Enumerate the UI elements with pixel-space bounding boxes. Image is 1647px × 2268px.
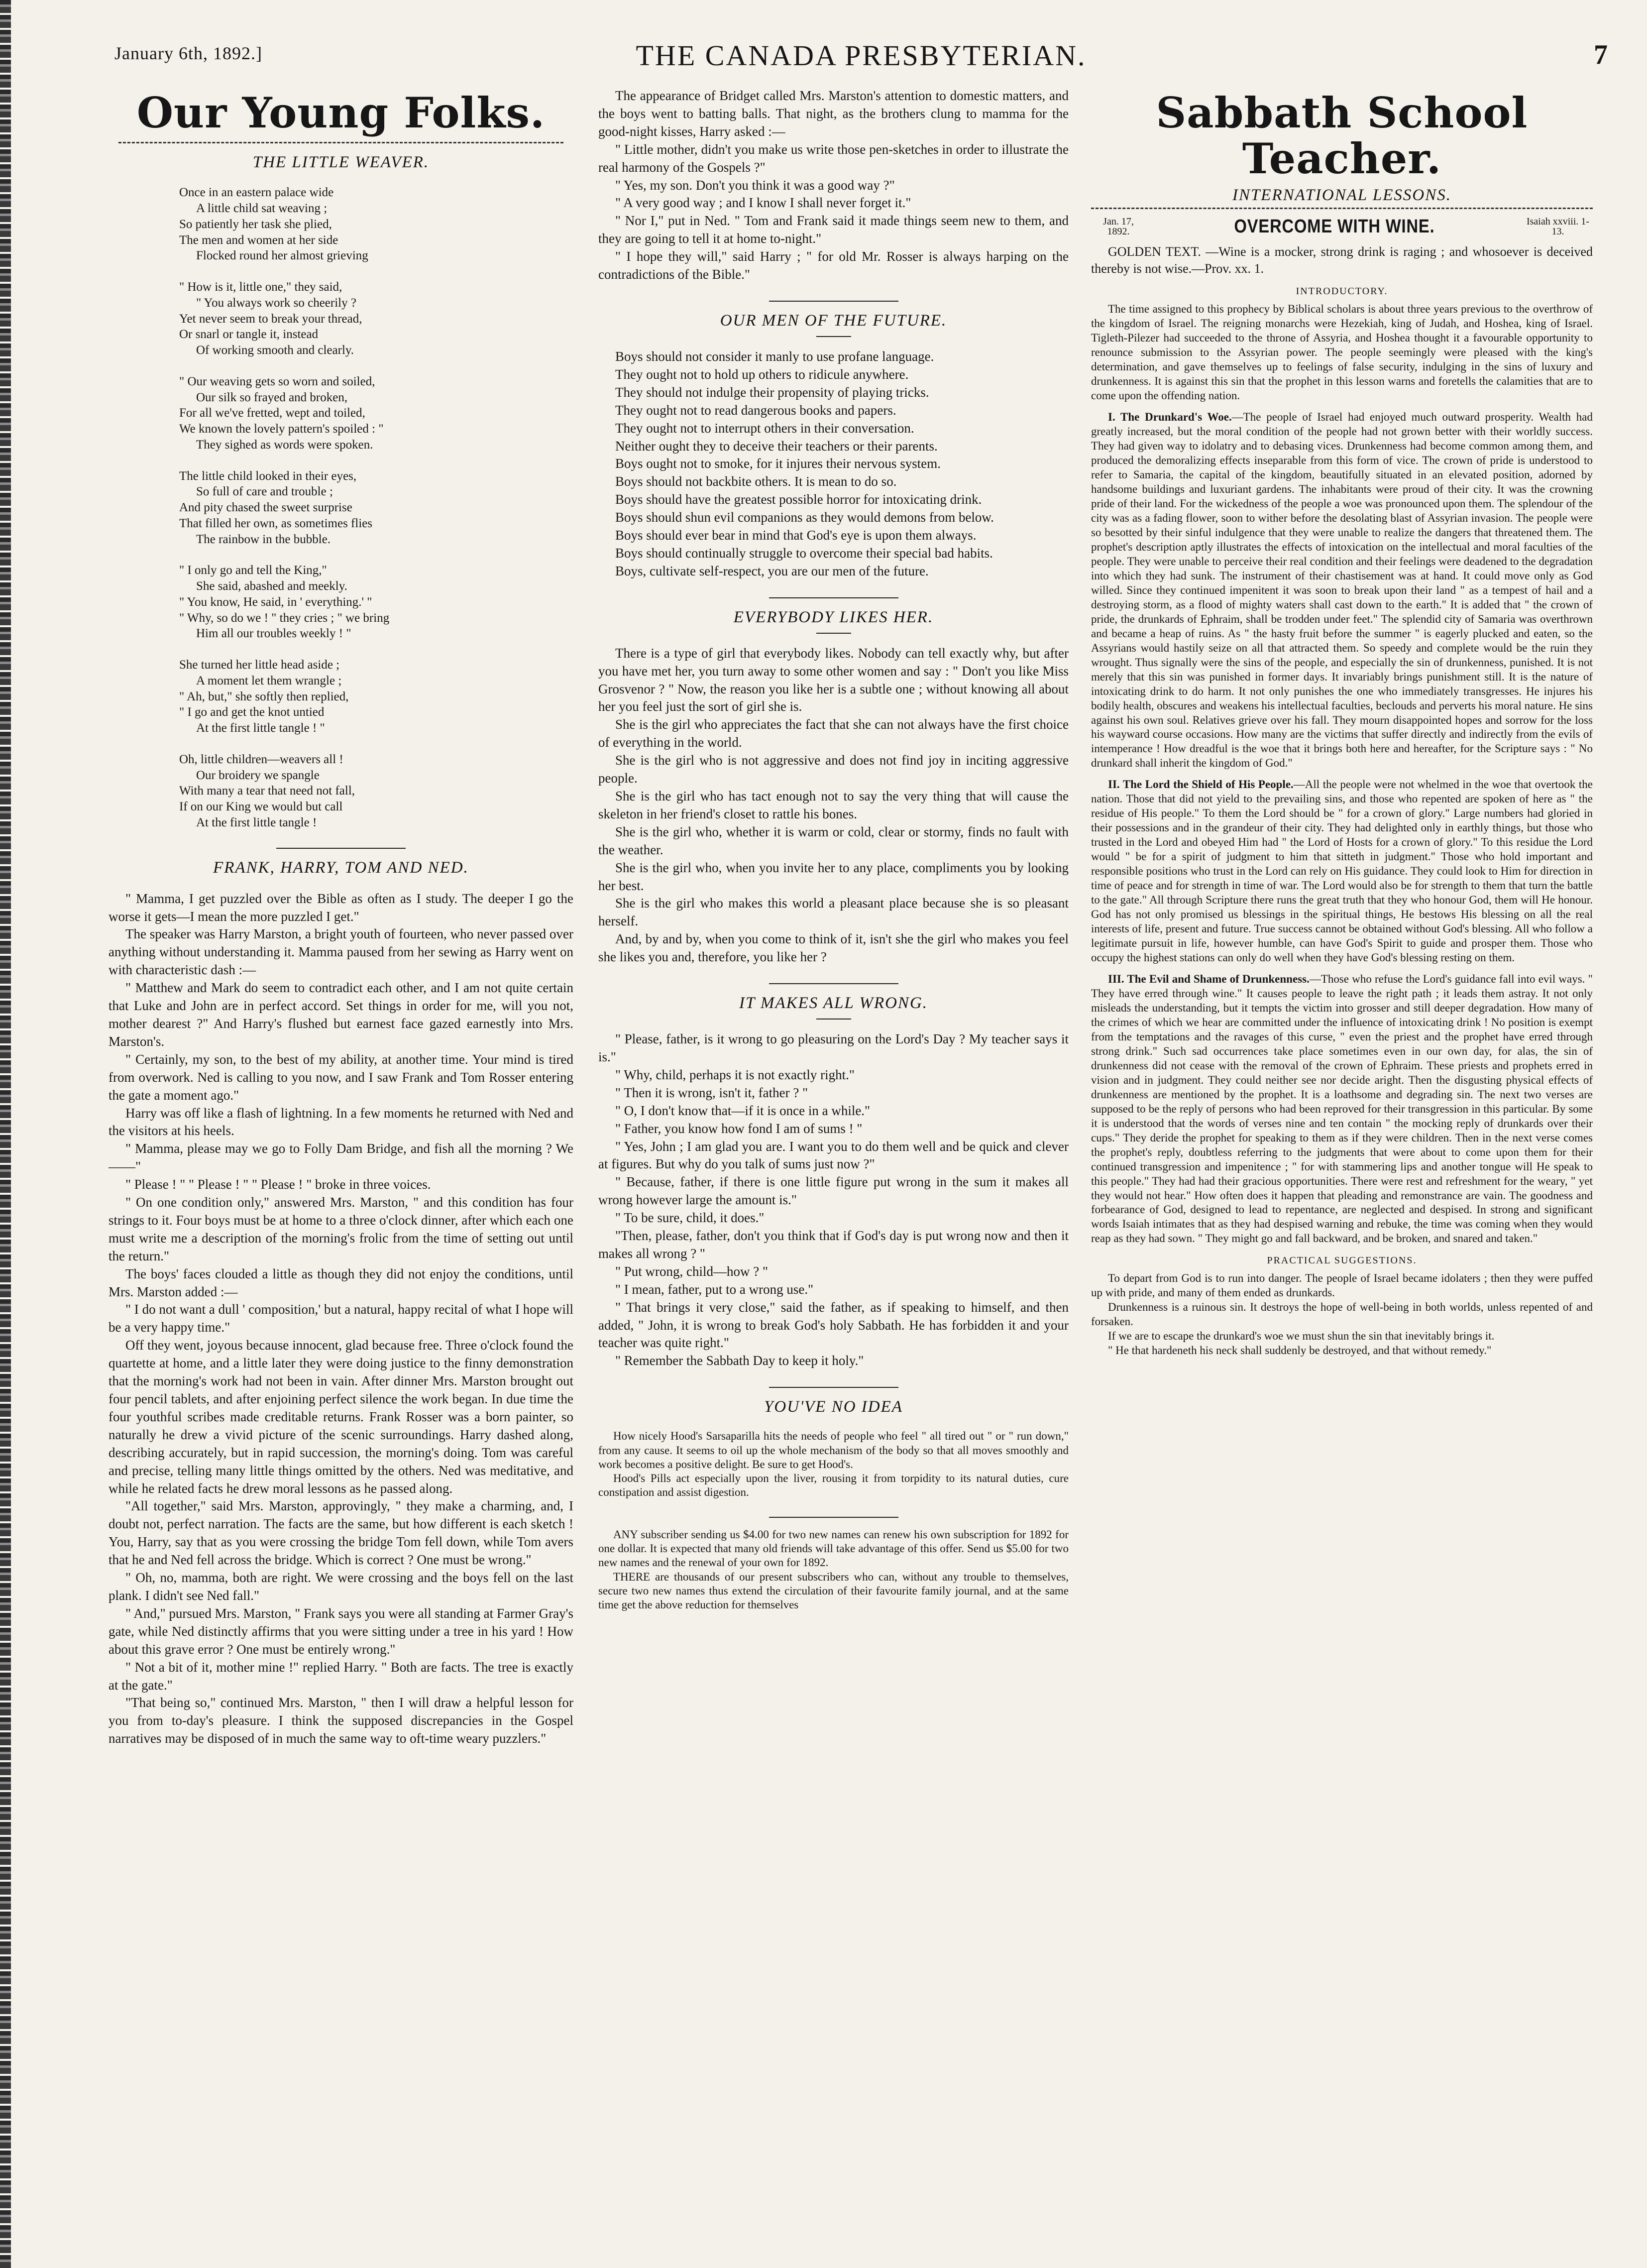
likes-paragraph: She is the girl who, when you invite her to any place, compliments you by looking her best. bbox=[598, 860, 1069, 893]
poem-stanza bbox=[179, 374, 573, 453]
likes-paragraph: She is the girl who appreciates the fact that she can not always have the first choice of everything in the world. bbox=[598, 717, 1069, 750]
poem-stanza bbox=[179, 468, 573, 548]
poem-line: She said, abashed and meekly. bbox=[196, 579, 347, 593]
section-divider bbox=[769, 1387, 898, 1388]
poem-line: So full of care and trouble ; bbox=[196, 485, 333, 499]
story-paragraph: " Not a bit of it, mother mine !" replied Harry. " Both are facts. The tree is exactly at the gate." bbox=[109, 1659, 573, 1693]
wrong-paragraph: " Remember the Sabbath Day to keep it holy." bbox=[615, 1353, 864, 1368]
poem-line: Of working smooth and clearly. bbox=[196, 343, 354, 357]
wrong-paragraph: " Then it is wrong, isn't it, father ? " bbox=[615, 1085, 808, 1100]
men-of-future-line: They should not indulge their propensity of playing tricks. bbox=[615, 384, 929, 400]
story-paragraph: " I hope they will," said Harry ; " for old Mr. Rosser is always harping on the contradictions of the Bible." bbox=[598, 249, 1069, 282]
poem-stanza bbox=[179, 752, 573, 831]
sabbath-school-masthead: Sabbath School Teacher. bbox=[1156, 88, 1528, 184]
men-of-future-line: Boys should shun evil companions as they would demons from below. bbox=[615, 510, 994, 525]
poem-line: " Ah, but," she softly then replied, bbox=[179, 689, 349, 703]
poem-line: The men and women at her side bbox=[179, 233, 338, 247]
point-one bbox=[1091, 410, 1593, 771]
story-paragraph: The boys' faces clouded a little as though they did not enjoy the conditions, until Mrs. Marston added :— bbox=[109, 1266, 573, 1299]
likes-paragraph: She is the girl who makes this world a pleasant place because she is so pleasant herself. bbox=[598, 896, 1069, 929]
poem-stanza bbox=[179, 185, 573, 264]
practical-suggestions bbox=[1091, 1271, 1593, 1358]
practical-paragraph: To depart from God is to run into danger. The people of Israel became idolaters ; then they were puffed up with pride, and many of them ended as drunkards. bbox=[1091, 1272, 1593, 1299]
likes-paragraph: She is the girl who has tact enough not to say the very thing that will cause the skeleton in her friend's closet to rattle his bones. bbox=[598, 789, 1069, 821]
practical-paragraph: Drunkenness is a ruinous sin. It destroys the hope of well-being in both worlds, unless repented of and forsaken. bbox=[1091, 1301, 1593, 1328]
poem-title: THE LITTLE WEAVER. bbox=[252, 153, 430, 172]
story-paragraph: Harry was off like a flash of lightning. In a few moments he returned with Ned and the visitors at his heels. bbox=[109, 1105, 573, 1138]
poem-line: For all we've fretted, wept and toiled, bbox=[179, 406, 365, 420]
men-of-future-body bbox=[598, 348, 1069, 580]
point-three bbox=[1091, 972, 1593, 1246]
introductory-text: The time assigned to this prophecy by Biblical scholars is about three years previous to the overthrow of the kingdom of Israel. The reigning monarchs were Hezekiah, king of Judah, and Hoshea, king of Israel. Tigleth-Pilezer had succeeded to the throne of Assyria, and Hoshea thought it a favourable opportunity to renounce submission to the Assyrian power. The people seemingly were pleased with the king's determination, and gave themselves up to feelings of false security, indulging in the sins of luxury and drunkenness. It is against this sin that the prophet in this lesson warns and foretells the calamities that are to come upon the offending nation. bbox=[1091, 303, 1593, 402]
masthead-rule bbox=[118, 142, 563, 143]
notice-paragraph: ANY subscriber sending us $4.00 for two new names can renew his own subscription for 1892 for one dollar. It is expected that many old friends will take advantage of this offer. Send us $5.00 for two new names and the renewal of your own for 1892. bbox=[598, 1528, 1069, 1569]
column-sabbath-school bbox=[1091, 87, 1593, 1358]
hoods-advert bbox=[598, 1429, 1069, 1499]
story-paragraph: " Certainly, my son, to the best of my ability, at another time. Your mind is tired from overwork. Ned is calling to you now, and I saw Frank and Tom Rosser entering the gate a moment ago." bbox=[109, 1051, 573, 1103]
point-three-head: III. The Evil and Shame of Drunkenness. bbox=[1108, 972, 1310, 985]
men-of-future-line: Boys should ever bear in mind that God's eye is upon them always. bbox=[615, 528, 977, 543]
story-paragraph: " On one condition only," answered Mrs. Marston, " and this condition has four strings to it. Four boys must be at home to a three o'clock dinner, after which each one must write me a description of the morning's frolic from the time of setting out until the return." bbox=[109, 1195, 573, 1263]
poem-line: " Why, so do we ! " they cries ; " we bring bbox=[179, 611, 390, 625]
poem-stanza bbox=[179, 657, 573, 736]
wrong-paragraph: " Put wrong, child—how ? " bbox=[615, 1263, 769, 1279]
poem-line: Our silk so frayed and broken, bbox=[196, 390, 348, 404]
poem-line: Our broidery we spangle bbox=[196, 768, 320, 782]
international-lessons-subhead: INTERNATIONAL LESSONS. bbox=[1232, 186, 1452, 204]
column-young-folks bbox=[109, 87, 573, 1748]
poem-line: Yet never seem to break your thread, bbox=[179, 312, 362, 326]
poem-line: A moment let them wrangle ; bbox=[196, 674, 342, 687]
story-paragraph: " I do not want a dull ' composition,' but a natural, happy recital of what I hope will be a very happy time." bbox=[109, 1302, 573, 1335]
men-of-future-line: Boys, cultivate self-respect, you are our men of the future. bbox=[615, 563, 929, 578]
story-paragraph: " Little mother, didn't you make us write those pen-sketches in order to illustrate the real harmony of the Gospels ?" bbox=[598, 141, 1069, 175]
poem-line: " I only go and tell the King," bbox=[179, 564, 327, 577]
poem-line: " How is it, little one," they said, bbox=[179, 280, 342, 294]
wrong-paragraph: " Because, father, if there is one little figure put wrong in the sum it makes all wrong however large the amount is." bbox=[598, 1174, 1069, 1208]
poem-line: At the first little tangle ! " bbox=[196, 721, 325, 735]
story-paragraph: The appearance of Bridget called Mrs. Marston's attention to domestic matters, and the boys went to batting balls. That night, as the brothers clung to mamma for the good-night kisses, Harry asked :— bbox=[598, 88, 1069, 139]
golden-text: GOLDEN TEXT. —Wine is a mocker, strong drink is raging ; and whosoever is deceived thereby is not wise.—Prov. xx. 1. bbox=[1091, 244, 1593, 276]
wrong-paragraph: " Yes, John ; I am glad you are. I want you to do them well and be quick and clever at figures. But why do you talk of sums just now ?" bbox=[598, 1138, 1069, 1172]
poem-line: A little child sat weaving ; bbox=[196, 202, 328, 216]
poem-line: So patiently her task she plied, bbox=[179, 217, 332, 231]
poem-line: The little child looked in their eyes, bbox=[179, 469, 357, 483]
point-one-head: I. The Drunkard's Woe. bbox=[1108, 411, 1232, 424]
makes-all-wrong-title: IT MAKES ALL WRONG. bbox=[739, 994, 928, 1013]
lesson-reference: Isaiah xxviii. 1-13. bbox=[1526, 216, 1590, 237]
point-one-text: —The people of Israel had enjoyed much outward prosperity. Wealth had greatly increased, but the moral condition of the people had not grown better with their worldly success. They had given way to idolatry and to debasing vices. Drunkenness had become common among them, and produced the demoralizing effects inseparable from this form of vice. The crown of pride is understood to refer to Samaria, the capital of the kingdom, beautifully situated in an elevated position, adorned by handsome buildings and luxuriant gardens. The inhabitants were proud of their city. It was the crowning pride of their land. For the wickedness of the people a woe was pronounced upon them. The splendour of the city was as a fading flower, soon to wither before the desolating blast of Assyrian invasion. The people were so besotted by their sinful indulgence that they were unable to realize the dangers that threatened them. The prophet's description aptly illustrates the effects of intoxication on the intellectual and moral faculties of the people. They were unable to perceive their real condition and their feelings were deadened to the degradation into which they had sunk. The instrument of their chastisement was at hand. It could move only as God willed. Since they continued impenitent it was soon to break upon their land " as a tempest of hail and a destroying storm, as a flood of mighty waters shall cast down to the earth." It is added that " the crown of pride, the drunkards of Ephraim, shall be trodden under feet." The splendid city of Samaria was overthrown and became a heap of ruins. As " the hasty fruit before the summer " is eagerly plucked and eaten, so the Assyrians would hastily seize on all that attracted them. So speedy and complete would be the ruin they wrought. Thus signally were the sins of the people, and especially the sin of drunkenness, punished. It is not merely that this sin was punished in former days. It invariably brings punishment still. It is the nature of intoxicating drink to do harm. It not only punishes the one who immediately transgresses. He injures his bodily health, obscures and weakens his intellectual faculties, beclouds and perverts his moral nature. He sins against his own soul. Relatives grieve over his fall. They mourn disappointed hopes and sorrow for the loss his wayward course occasions. How many are the victims that suffer directly and indirectly from the evils of intemperance ! How dreadful is the woe that it brings both here and hereafter, for the Scripture says : " No drunkard shall inherit the kingdom of God." bbox=[1091, 411, 1593, 770]
poem-line: And pity chased the sweet surprise bbox=[179, 501, 352, 515]
story-paragraph: " Nor I," put in Ned. " Tom and Frank said it made things seem new to them, and they are going to tell it at home to-night." bbox=[598, 213, 1069, 246]
men-of-future-line: Boys should not consider it manly to use profane language. bbox=[615, 348, 934, 364]
title-underline bbox=[816, 633, 851, 634]
men-of-future-line: Boys should have the greatest possible horror for intoxicating drink. bbox=[615, 492, 982, 507]
section-divider bbox=[276, 848, 406, 849]
no-idea-title: YOU'VE NO IDEA bbox=[764, 1398, 903, 1416]
wrong-paragraph: "Then, please, father, don't you think that if God's day is put wrong now and then it makes all wrong ? " bbox=[598, 1228, 1069, 1261]
poem-line: Once in an eastern palace wide bbox=[179, 186, 334, 200]
men-of-future-line: Boys should not backbite others. It is mean to do so. bbox=[615, 474, 897, 489]
poem-stanza bbox=[179, 279, 573, 358]
story-paragraph: " Mamma, please may we go to Folly Dam Bridge, and fish all the morning ? We——" bbox=[109, 1141, 573, 1174]
poem-line: The rainbow in the bubble. bbox=[196, 532, 331, 546]
wrong-paragraph: " To be sure, child, it does." bbox=[615, 1210, 765, 1226]
poem-line: Him all our troubles weekly ! " bbox=[196, 627, 351, 641]
introductory-head: INTRODUCTORY. bbox=[1296, 286, 1388, 297]
title-underline bbox=[816, 1019, 851, 1020]
wrong-paragraph: " Please, father, is it wrong to go pleasuring on the Lord's Day ? My teacher says it is." bbox=[598, 1031, 1069, 1064]
poem-line: She turned her little head aside ; bbox=[179, 658, 340, 672]
likes-paragraph: She is the girl who, whether it is warm or cold, clear or stormy, finds no fault with the weather. bbox=[598, 824, 1069, 857]
everybody-likes-her-body bbox=[598, 645, 1069, 966]
poem-line: They sighed as words were spoken. bbox=[196, 438, 373, 452]
poem-line: Oh, little children—weavers all ! bbox=[179, 752, 343, 766]
page-number: 7 bbox=[1594, 39, 1608, 70]
section-divider bbox=[769, 1517, 898, 1518]
advert-paragraph: How nicely Hood's Sarsaparilla hits the needs of people who feel " all tired out " or " run down," from any cause. It seems to oil up the whole mechanism of the body so that all moves smoothly and work becomes a positive delight. Be sure to get Hood's. bbox=[598, 1430, 1069, 1471]
story-paragraph: " Mamma, I get puzzled over the Bible as often as I study. The deeper I go the worse it gets—I mean the more puzzled I get." bbox=[109, 891, 573, 924]
point-two-head: II. The Lord the Shield of His People. bbox=[1108, 778, 1294, 791]
wrong-paragraph: " I mean, father, put to a wrong use." bbox=[615, 1281, 814, 1297]
poem-line: " You know, He said, in ' everything.' " bbox=[179, 595, 372, 609]
lesson-title: OVERCOME WITH WINE. bbox=[1234, 216, 1435, 237]
poem-line: " I go and get the knot untied bbox=[179, 705, 325, 719]
poem-line: Or snarl or tangle it, instead bbox=[179, 328, 319, 341]
story-paragraph: " Matthew and Mark do seem to contradict each other, and I am not quite certain that Luke and John are in perfect accord. Set things in order for me, will you not, mother dearest ?" And Harry's flushed but earnest face gazed earnestly into Mrs. Marston's. bbox=[109, 980, 573, 1049]
notice-paragraph: THERE are thousands of our present subscribers who can, without any trouble to themselves, secure two new names thus extend the circulation of their favourite family journal, and at the same time get the above reduction for themselves bbox=[598, 1570, 1069, 1611]
wrong-paragraph: " That brings it very close," said the father, as if speaking to himself, and then added, " John, it is wrong to break God's holy Sabbath. He has forbidden it and your teacher was quite right." bbox=[598, 1299, 1069, 1351]
point-three-text: —Those who refuse the Lord's guidance fall into evil ways. " They have erred through wine." It causes people to leave the right path ; it leads them astray. It not only misleads the understanding, but it tempts the victim into grosser and still deeper degradation. How many of the crimes of which we hear are committed under the influence of intoxicating drink ! No position is exempt from the temptations and the ravages of this curse, " even the priest and the prophet have erred through strong drink." Such sad occurrences take place sometimes even in our own day, for alas, the sin of drunkenness did not cease with the removal of the crown of Ephraim. These priests and prophets erred in vision and in judgment. They could neither see nor decide aright. Then the disgusting physical effects of drunkenness are mentioned by the prophet. It is a loathsome and degrading sin. The next two verses are supposed to be the reply of persons who had been reproved for their transgression in this particular. By some it is understood that the words of verses nine and ten contain " the mocking reply of drunkards over their cups." They deride the prophet for speaking to them as if they were children. Then in the next verse comes the prophet's reply, doubtless referring to the judgments that were about to come upon them for their continued transgression and impenitence ; " for with stammering lips and another tongue will He speak to this people." They had had their gracious opportunities. There were rest and refreshment for the weary, " yet they would not hear." How often does it happen that pleading and remonstrance are vain. The goodness and forbearance of God, designed to lead to repentance, are neglected and despised. In strong and significant words Isaiah intimates that as they had despised warning and rebuke, the time was coming when they would reap as they had sown. " They might go and fall backward, and be broken, and snared and taken." bbox=[1091, 972, 1593, 1245]
story-paragraph: " Please ! " " Please ! " " Please ! " broke in three voices. bbox=[125, 1177, 431, 1192]
men-of-future-line: Neither ought they to deceive their teachers or their parents. bbox=[615, 438, 938, 454]
section-divider bbox=[769, 301, 898, 302]
poem-little-weaver bbox=[109, 185, 573, 830]
story-body bbox=[109, 890, 573, 1748]
poem-line: Flocked round her almost grieving bbox=[196, 249, 368, 263]
wrong-paragraph: " O, I don't know that—if it is once in a while." bbox=[615, 1103, 871, 1118]
title-underline bbox=[816, 336, 851, 337]
story-paragraph: " And," pursued Mrs. Marston, " Frank says you were all standing at Farmer Gray's gate, while Ned distinctly affirms that you were sitting under a tree in his yard ! How about this grave error ? One must be entirely wrong." bbox=[109, 1605, 573, 1657]
poem-line: With many a tear that need not fall, bbox=[179, 784, 355, 798]
story-title: FRANK, HARRY, TOM AND NED. bbox=[213, 858, 469, 877]
men-of-future-line: Boys should continually struggle to overcome their special bad habits. bbox=[615, 545, 993, 561]
page-header bbox=[114, 39, 1608, 79]
binding-edge bbox=[0, 0, 11, 2268]
section-divider bbox=[769, 983, 898, 984]
story-paragraph: The speaker was Harry Marston, a bright youth of fourteen, who never passed over anything without understanding it. Mamma paused from her sewing as Harry went on with characteristic dash :— bbox=[109, 926, 573, 978]
likes-paragraph: There is a type of girl that everybody likes. Nobody can tell exactly why, but after you have met her, you turn away to some other women and say : " Don't you like Miss Grosvenor ? " Now, the reason you like her is a subtle one ; without knowing all about her you feel just the sort of girl she is. bbox=[598, 645, 1069, 714]
section-divider bbox=[769, 597, 898, 598]
poem-line: We known the lovely pattern's spoiled : " bbox=[179, 422, 384, 436]
story-paragraph: " Yes, my son. Don't you think it was a good way ?" bbox=[615, 177, 895, 193]
men-of-future-line: They ought not to interrupt others in their conversation. bbox=[615, 420, 914, 436]
makes-all-wrong-body bbox=[598, 1030, 1069, 1370]
poem-stanza bbox=[179, 563, 573, 642]
story-paragraph: Off they went, joyous because innocent, glad because free. Three o'clock found the quartette at home, and a little later they were doing justice to the finny demonstration that the morning's work had not been in vain. After dinner Mrs. Marston brought out four pencil tablets, and after enjoining perfect silence the work began. In due time the four youthful scribes made creditable returns. Frank Rosser was a born painter, so naturally he drew a vivid picture of the scenic surroundings. Harry dashed along, describing accurately, but in rapid succession, the morning's doing. Tom was careful and precise, telling many little things omitted by the others. Ned was meditative, and while he related facts he drew moral lessons as he passed along. bbox=[109, 1338, 573, 1496]
story-paragraph: " A very good way ; and I know I shall never forget it." bbox=[615, 195, 911, 211]
wrong-paragraph: " Why, child, perhaps it is not exactly right." bbox=[615, 1067, 855, 1082]
lesson-date: Jan. 17, 1892. bbox=[1103, 216, 1134, 237]
likes-paragraph: And, by and by, when you come to think of it, isn't she the girl who makes you feel she likes you and, therefore, you like her ? bbox=[598, 931, 1069, 965]
poem-line: " Our weaving gets so worn and soiled, bbox=[179, 374, 375, 388]
story-paragraph: " Oh, no, mamma, both are right. We were crossing and the boys fell on the last plank. I didn't see Ned fall." bbox=[109, 1570, 573, 1603]
poem-line: That filled her own, as sometimes flies bbox=[179, 516, 373, 530]
lesson-meta bbox=[1091, 216, 1593, 237]
poem-line: " You always work so cheerily ? bbox=[196, 296, 356, 310]
column-middle bbox=[598, 87, 1069, 1612]
men-of-future-line: Boys ought not to smoke, for it injures their nervous system. bbox=[615, 456, 941, 471]
poem-line: At the first little tangle ! bbox=[196, 815, 317, 829]
point-two-text: —All the people were not whelmed in the woe that overtook the nation. Those that did not yield to the prevailing sins, and those who repented are spoken of here as " the residue of His people." To them the Lord should be " for a crown of glory." Large numbers had gloried in their possessions and in the grandeur of their city. They had delighted only in earthly things, but those who trusted in the Lord and obeyed Him had " the Lord of Hosts for a crown of glory." To this residue the Lord would " be for a spirit of judgment to him that sitteth in judgment." Those who hold important and responsible positions who trust in the Lord can rely on His guidance. They could look to Him for direction in time of peace and for strength in time of war. The Lord would also be for strength to them that turn the battle to the gate." All through Scripture there runs the great truth that they who honour God, them will He honour. God has not only promised us blessings in the spiritual things, He bestows His blessing on all the real interests of life, present and future. True success cannot be obtained without God's blessing. All who follow a legitimate pursuit in life, however humble, can have God's Spirit to guide and prosper them. Those who occupy the highest stations can only do well when they have God's blessing resting on them. bbox=[1091, 778, 1593, 964]
wrong-paragraph: " Father, you know how fond I am of sums ! " bbox=[615, 1121, 863, 1136]
everybody-likes-her-title: EVERYBODY LIKES HER. bbox=[733, 608, 934, 626]
story-paragraph: "All together," said Mrs. Marston, approvingly, " they make a charming, and, I doubt not, perfect narration. The facts are the same, but how different is each sketch ! You, Harry, say that as you were crossing the bridge Tom fell down, while Tom avers that he and Ned fell across the bridge. Which is correct ? One must be wrong." bbox=[109, 1498, 573, 1568]
practical-paragraph: " He that hardeneth his neck shall suddenly be destroyed, and that without remedy." bbox=[1108, 1344, 1492, 1357]
young-folks-masthead: Our Young Folks. bbox=[136, 88, 546, 137]
story-paragraph: "That being so," continued Mrs. Marston, " then I will draw a helpful lesson for you from to-day's pleasure. I think the supposed discrepancies in the Gospel narratives may be disposed of in much the same way to oft-time weary puzzlers." bbox=[109, 1695, 573, 1746]
practical-suggestions-head: PRACTICAL SUGGESTIONS. bbox=[1267, 1255, 1417, 1266]
poem-line: If on our King we would but call bbox=[179, 800, 343, 814]
masthead-rule bbox=[1091, 208, 1593, 209]
likes-paragraph: She is the girl who is not aggressive and does not find joy in inciting aggressive people. bbox=[598, 753, 1069, 786]
advert-paragraph: Hood's Pills act especially upon the liver, rousing it from torpidity to its natural duties, cure constipation and assist digestion. bbox=[598, 1472, 1069, 1499]
point-two bbox=[1091, 778, 1593, 965]
men-of-future-title: OUR MEN OF THE FUTURE. bbox=[720, 311, 947, 330]
story-continued bbox=[598, 87, 1069, 284]
header-date: January 6th, 1892.] bbox=[114, 43, 262, 63]
subscriber-notice bbox=[598, 1528, 1069, 1612]
men-of-future-line: They ought not to read dangerous books and papers. bbox=[615, 402, 896, 418]
newspaper-title: THE CANADA PRESBYTERIAN. bbox=[636, 39, 1087, 72]
practical-paragraph: If we are to escape the drunkard's woe we must shun the sin that inevitably brings it. bbox=[1108, 1330, 1495, 1343]
men-of-future-line: They ought not to hold up others to ridicule anywhere. bbox=[615, 366, 909, 382]
